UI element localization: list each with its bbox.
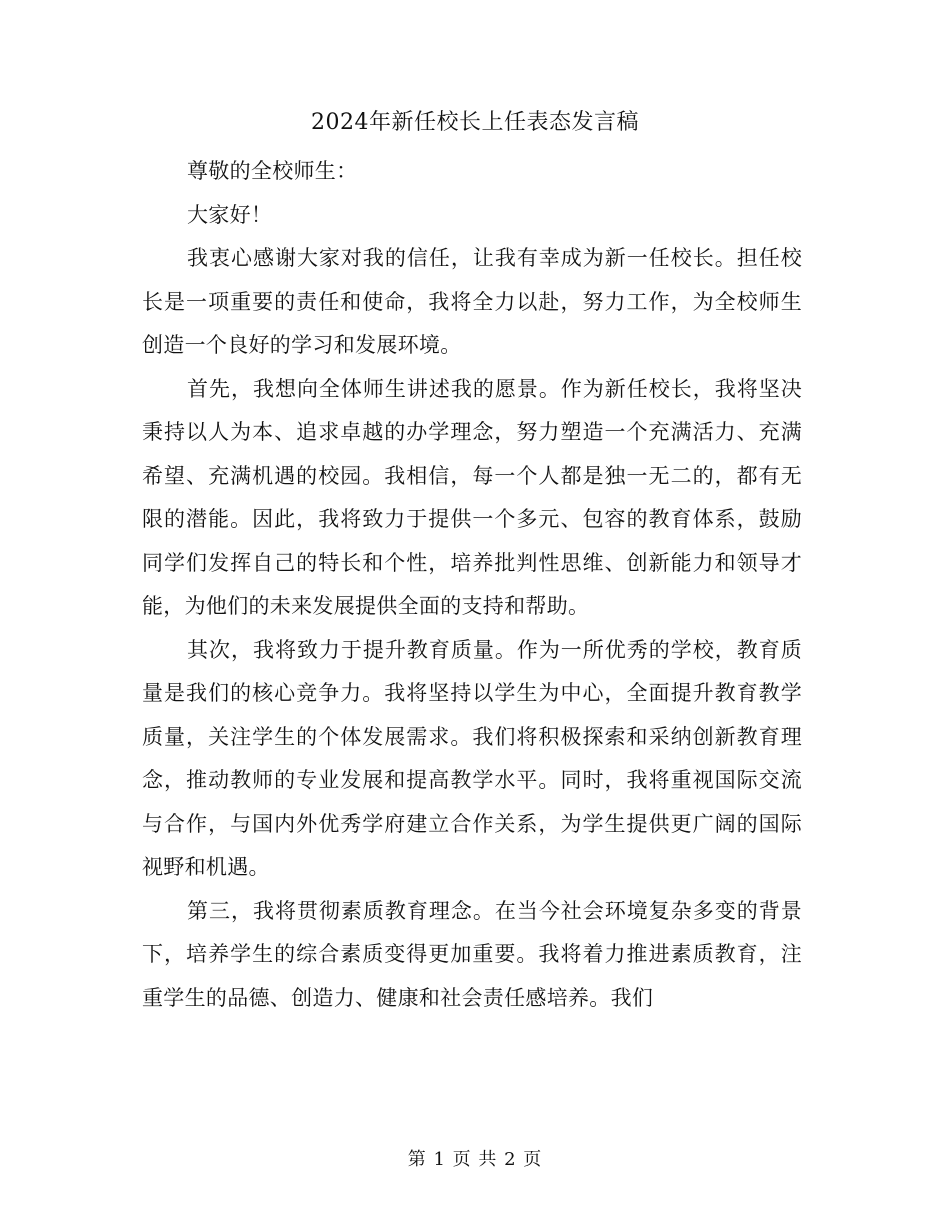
document-title: 2024年新任校长上任表态发言稿 bbox=[311, 110, 639, 135]
body-paragraph-quality-education: 第三，我将贯彻素质教育理念。在当今社会环境复杂多变的背景下，培养学生的综合素质变得更加重要。我将着力推进素质教育，注重学生的品德、创造力、健康和社会责任感培养。我们 bbox=[142, 898, 802, 1010]
salutation-paragraph: 尊敬的全校师生： bbox=[187, 159, 358, 183]
greeting-paragraph: 大家好！ bbox=[187, 202, 273, 227]
body-paragraph-thanks: 我衷心感谢大家对我的信任，让我有幸成为新一任校长。担任校长是一项重要的责任和使命，我将全力以赴，努力工作，为全校师生创造一个良好的学习和发展环境。 bbox=[142, 246, 802, 357]
document-body bbox=[142, 150, 802, 1020]
body-paragraph-vision: 首先，我想向全体师生讲述我的愿景。作为新任校长，我将坚决秉持以人为本、追求卓越的办学理念，努力塑造一个充满活力、充满希望、充满机遇的校园。我相信，每一个人都是独一无二的，都有无限的潜能。因此，我将致力于提供一个多元、包容的教育体系，鼓励同学们发挥自己的特长和个性，培养批判性思维、创新能力和领导才能，为他们的未来发展提供全面的支持和帮助。 bbox=[142, 376, 802, 618]
body-paragraph-quality: 其次，我将致力于提升教育质量。作为一所优秀的学校，教育质量是我们的核心竞争力。我将坚持以学生为中心，全面提升教育教学质量，关注学生的个体发展需求。我们将积极探索和采纳创新教育理念，推动教师的专业发展和提高教学水平。同时，我将重视国际交流与合作，与国内外优秀学府建立合作关系，为学生提供更广阔的国际视野和机遇。 bbox=[142, 637, 802, 879]
page-number-footer: 第 1 页 共 2 页 bbox=[407, 1149, 543, 1170]
